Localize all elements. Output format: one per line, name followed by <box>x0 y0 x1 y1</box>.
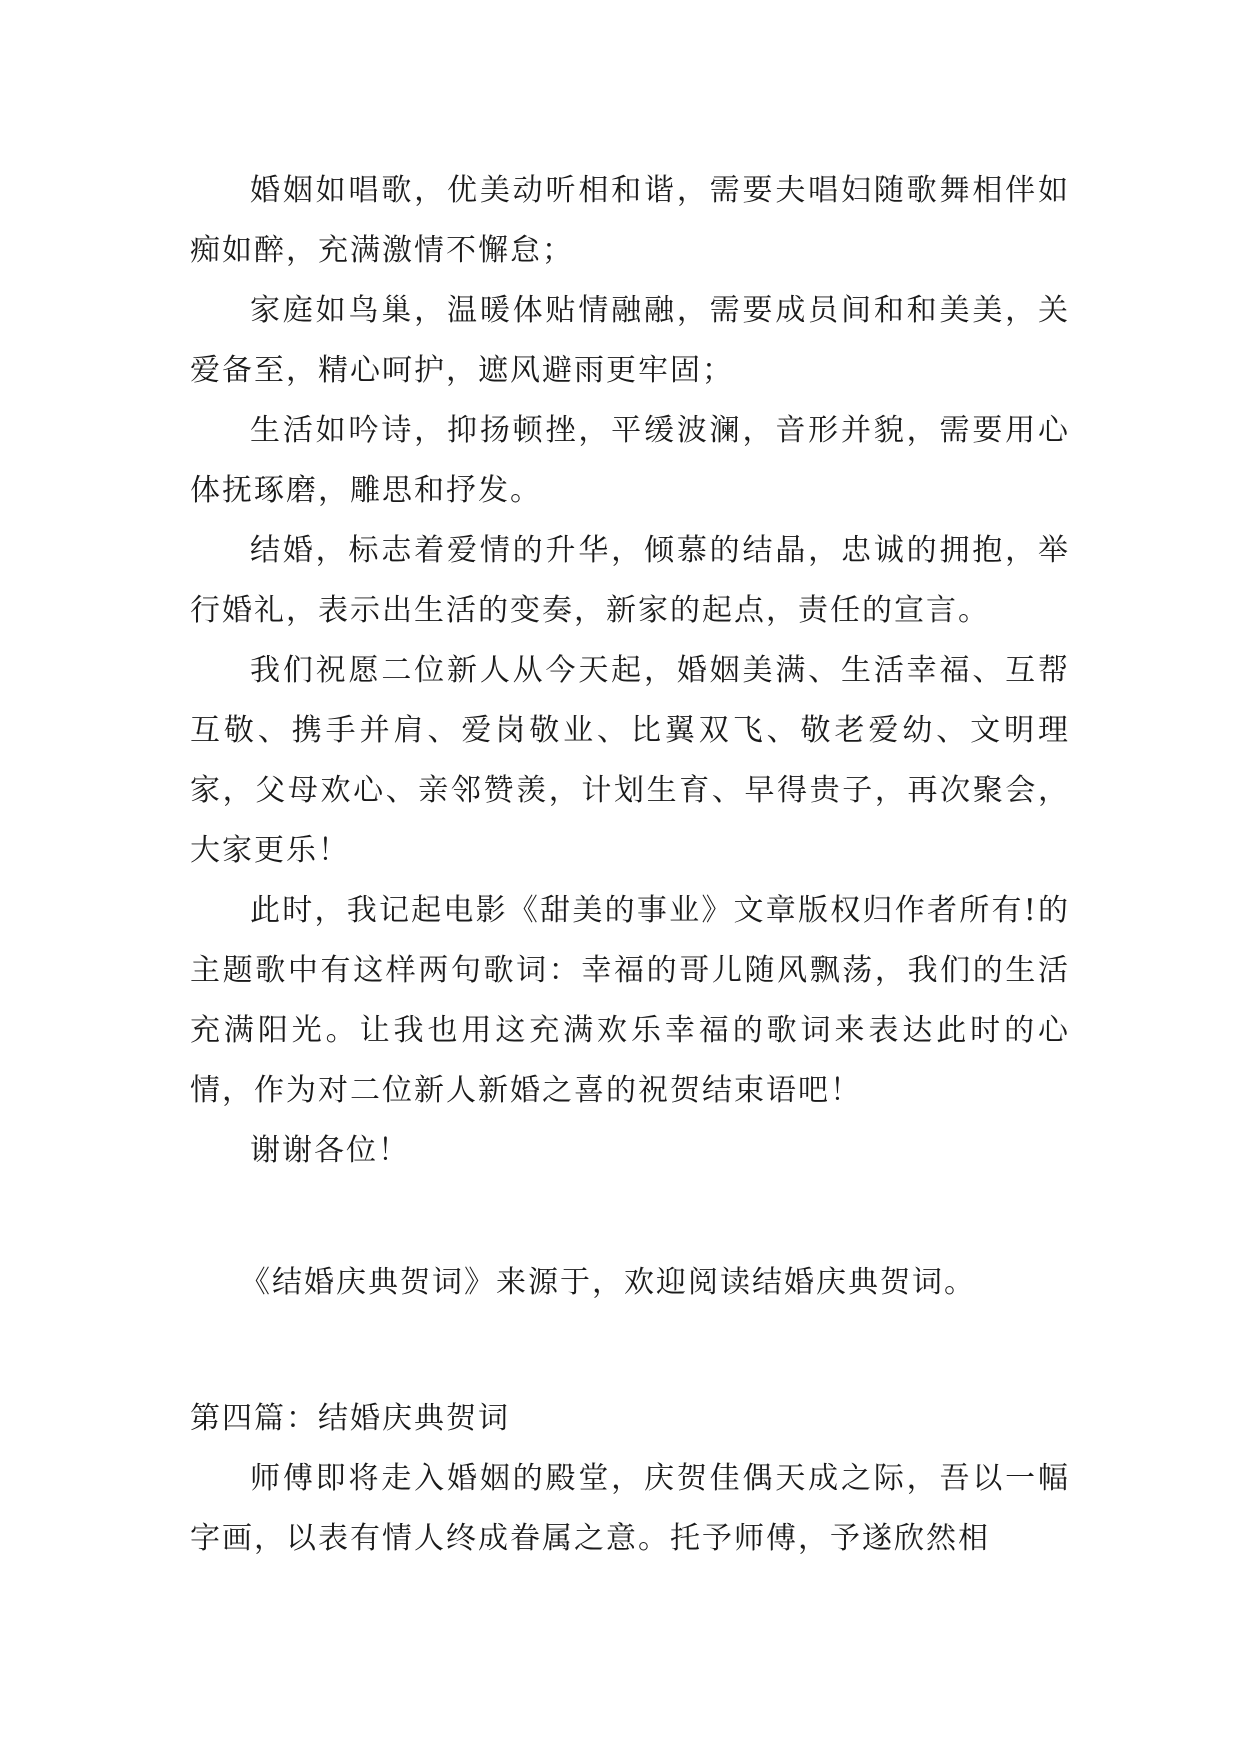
section-heading: 第四篇：结婚庆典贺词 <box>190 1401 510 1436</box>
paragraph-blessing: 我们祝愿二位新人从今天起，婚姻美满、生活幸福、互帮互敬、携手并肩、爱岗敬业、比翼双飞、敬老爱幼、文明理家，父母欢心、亲邻赞羡，计划生育、早得贵子，再次聚会，大家更乐！ <box>190 653 1070 868</box>
paragraph-marriage: 婚姻如唱歌，优美动听相和谐，需要夫唱妇随歌舞相伴如痴如醉，充满激情不懈怠； <box>190 173 1070 268</box>
paragraph-life: 生活如吟诗，抑扬顿挫，平缓波澜，音形并貌，需要用心体抚琢磨，雕思和抒发。 <box>190 413 1070 508</box>
paragraph-family: 家庭如鸟巢，温暖体贴情融融，需要成员间和和美美，关爱备至，精心呵护，遮风避雨更牢固； <box>190 293 1070 388</box>
speech-body <box>190 161 1070 1181</box>
section-four <box>190 1389 1070 1569</box>
paragraph-song: 此时，我记起电影《甜美的事业》文章版权归作者所有!的主题歌中有这样两句歌词：幸福的哥儿随风飘荡，我们的生活充满阳光。让我也用这充满欢乐幸福的歌词来表达此时的心情，作为对二位新人新婚之喜的祝贺结束语吧！ <box>190 893 1070 1108</box>
paragraph-thanks: 谢谢各位！ <box>250 1133 410 1168</box>
source-note: 《结婚庆典贺词》来源于，欢迎阅读结婚庆典贺词。 <box>240 1265 976 1300</box>
section-paragraph: 师傅即将走入婚姻的殿堂，庆贺佳偶天成之际，吾以一幅字画，以表有情人终成眷属之意。托予师傅，予遂欣然相 <box>190 1461 1070 1556</box>
paragraph-wedding: 结婚，标志着爱情的升华，倾慕的结晶，忠诚的拥抱，举行婚礼，表示出生活的变奏，新家的起点，责任的宣言。 <box>190 533 1070 628</box>
